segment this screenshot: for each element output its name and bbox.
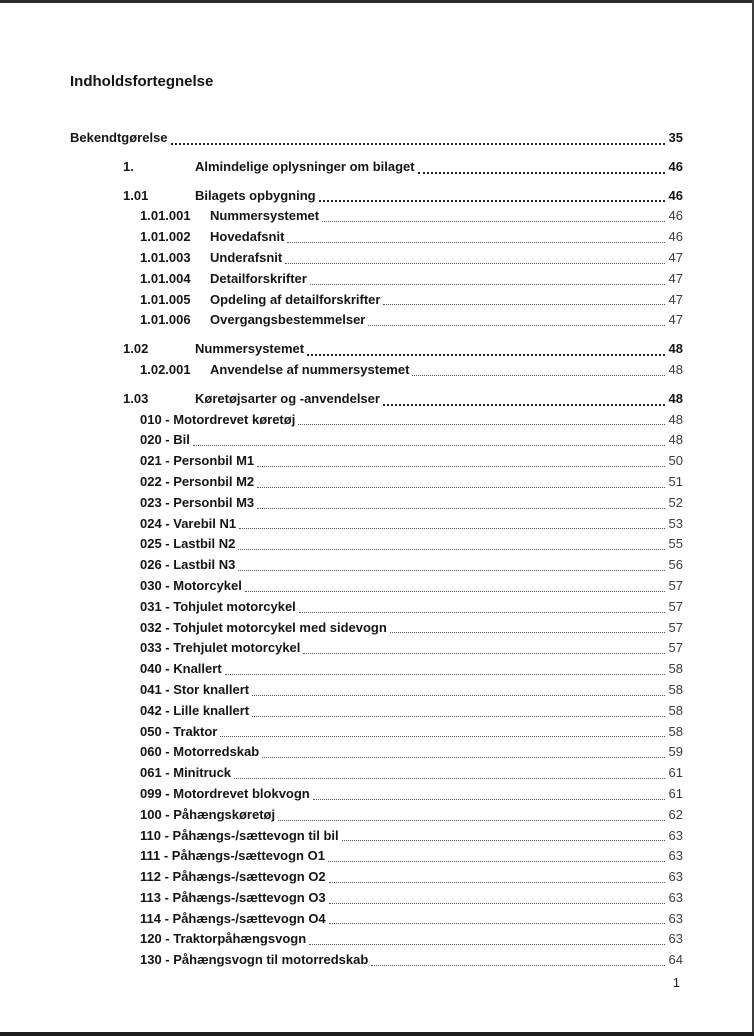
toc-entry-label: Bekendtgørelse: [70, 130, 168, 145]
toc-entry: [70, 339, 683, 360]
toc-entry-label: 022 - Personbil M2: [140, 473, 255, 489]
dot-leader: [235, 555, 667, 576]
footer-page-number: 1: [672, 975, 680, 991]
page-edge-top: [0, 0, 754, 3]
toc-entry-label: Opdeling af detailforskrifter: [210, 291, 381, 307]
page-title: Indholdsfortegnelse: [70, 73, 214, 90]
toc-entry-number: 1.01.006: [140, 312, 191, 328]
toc-entry-page: 47: [668, 249, 683, 265]
toc-entry-number: 1.02.001: [140, 361, 191, 377]
toc-entry-page: 63: [668, 827, 683, 843]
dot-leader: [242, 576, 667, 597]
toc-entry: [70, 157, 683, 178]
dot-leader: [326, 888, 667, 909]
toc-entry-page: 52: [668, 494, 683, 510]
toc-entry-page: 63: [668, 848, 683, 864]
dot-leader: [222, 659, 667, 680]
toc-entry-page: 35: [668, 130, 683, 145]
toc-entry: [70, 701, 683, 722]
toc-entry-number: 1.01.002: [140, 229, 191, 245]
dot-leader: [296, 597, 667, 618]
toc-entry-page: 57: [668, 577, 683, 593]
toc-entry-page: 58: [668, 681, 683, 697]
toc-entry: [70, 227, 683, 248]
toc-entry-label: 031 - Tohjulet motorcykel: [140, 598, 296, 614]
toc-entry-label: 060 - Motorredskab: [140, 744, 260, 760]
toc-entry: [70, 389, 683, 410]
dot-leader: [306, 929, 667, 950]
dot-leader: [235, 534, 667, 555]
dot-leader: [368, 950, 667, 971]
toc-entry: [70, 290, 683, 311]
toc-entry: [70, 784, 683, 805]
toc-entry-label: 114 - Påhængs-/sættevogn O4: [140, 910, 326, 926]
toc-entry-label: 061 - Minitruck: [140, 765, 232, 781]
toc-entry: [70, 826, 683, 847]
toc-entry-label: 110 - Påhængs-/sættevogn til bil: [140, 827, 339, 843]
dot-leader: [259, 742, 667, 763]
dot-leader: [380, 290, 667, 311]
dot-leader: [168, 128, 667, 149]
toc-entry-label: 042 - Lille knallert: [140, 702, 250, 718]
toc-entry-number: 1.01: [123, 187, 149, 203]
dot-leader: [284, 227, 667, 248]
toc-entry: [70, 451, 683, 472]
toc-entry-page: 63: [668, 869, 683, 885]
toc-entry: [70, 576, 683, 597]
toc-entry: [70, 950, 683, 971]
toc-entry-page: 62: [668, 806, 683, 822]
toc-entry-label: 050 - Traktor: [140, 723, 218, 739]
toc-entry-label: 024 - Varebil N1: [140, 515, 237, 531]
toc-entry-number: 1.02: [123, 341, 149, 357]
toc-entry-page: 47: [668, 312, 683, 328]
toc-entry-label: 112 - Påhængs-/sættevogn O2: [140, 869, 326, 885]
toc-entry-page: 58: [668, 723, 683, 739]
toc-entry-page: 56: [668, 557, 683, 573]
dot-leader: [316, 186, 667, 207]
toc-entry-page: 63: [668, 910, 683, 926]
toc-entry-label: 023 - Personbil M3: [140, 494, 255, 510]
toc-entry: [70, 248, 683, 269]
toc-entry: [70, 680, 683, 701]
toc-entry: [70, 555, 683, 576]
dot-leader: [415, 157, 667, 178]
toc-entry-page: 61: [668, 785, 683, 801]
toc-entry-page: 63: [668, 931, 683, 947]
toc-entry-label: 100 - Påhængskøretøj: [140, 806, 276, 822]
toc-entry: [70, 867, 683, 888]
toc-entry-page: 46: [668, 187, 683, 203]
toc-entry-page: 55: [668, 536, 683, 552]
toc-entry-page: 50: [668, 453, 683, 469]
dot-leader: [254, 493, 667, 514]
toc-entry: [70, 846, 683, 867]
toc-entry-page: 47: [668, 270, 683, 286]
dot-leader: [275, 805, 667, 826]
toc-entry: [70, 472, 683, 493]
toc-entry-page: 57: [668, 598, 683, 614]
toc-entry-page: 61: [668, 765, 683, 781]
toc-entry: [70, 888, 683, 909]
toc-entry-label: Hovedafsnit: [210, 229, 285, 245]
page-edge-bottom: [0, 1032, 754, 1036]
dot-leader: [282, 248, 667, 269]
toc-entry-number: 1.: [123, 158, 134, 174]
toc-entry: [70, 763, 683, 784]
toc-entry-page: 58: [668, 661, 683, 677]
toc-entry-label: 026 - Lastbil N3: [140, 557, 236, 573]
toc-entry-label: 120 - Traktorpåhængsvogn: [140, 931, 307, 947]
toc-entry-page: 63: [668, 889, 683, 905]
toc-entry-label: Køretøjsarter og -anvendelser: [195, 390, 380, 406]
toc-entry-page: 58: [668, 702, 683, 718]
dot-leader: [295, 410, 667, 431]
toc-entry-page: 64: [668, 952, 683, 968]
toc-entry: [70, 514, 683, 535]
toc-entry: [70, 206, 683, 227]
dot-leader: [307, 269, 667, 290]
toc-entry-label: 032 - Tohjulet motorcykel med sidevogn: [140, 619, 387, 635]
toc-entry-label: 021 - Personbil M1: [140, 453, 255, 469]
toc-entry-label: 041 - Stor knallert: [140, 681, 250, 697]
toc-entry-page: 48: [668, 341, 683, 357]
toc-entry: [70, 929, 683, 950]
dot-leader: [249, 701, 667, 722]
dot-leader: [319, 206, 667, 227]
toc-entry-label: Detailforskrifter: [210, 270, 307, 286]
toc-entry: [70, 310, 683, 331]
toc-entry-page: 57: [668, 640, 683, 656]
toc-entry: [70, 410, 683, 431]
dot-leader: [380, 389, 667, 410]
toc-entry-label: Bilagets opbygning: [195, 187, 316, 203]
dot-leader: [300, 638, 667, 659]
toc-entry: [70, 430, 683, 451]
dot-leader: [231, 763, 667, 784]
dot-leader: [339, 826, 667, 847]
dot-leader: [236, 514, 667, 535]
toc-entry: [70, 360, 683, 381]
toc-entry-label: 030 - Motorcykel: [140, 577, 242, 593]
toc-entry: [70, 534, 683, 555]
toc-entry-label: 020 - Bil: [140, 432, 190, 448]
toc-entry-number: 1.01.003: [140, 249, 191, 265]
toc-entry: [70, 638, 683, 659]
toc-entry-label: 099 - Motordrevet blokvogn: [140, 785, 310, 801]
dot-leader: [326, 909, 667, 930]
dot-leader: [310, 784, 667, 805]
toc-entry-number: 1.01.004: [140, 270, 191, 286]
toc-entry-page: 51: [668, 473, 683, 489]
toc-entry-label: 010 - Motordrevet køretøj: [140, 411, 296, 427]
toc-entry-label: Overgangsbestemmelser: [210, 312, 366, 328]
toc-entry-page: 53: [668, 515, 683, 531]
toc-entry-label: 025 - Lastbil N2: [140, 536, 236, 552]
toc-entry: [70, 597, 683, 618]
toc-entry: [70, 659, 683, 680]
toc-entry: [70, 909, 683, 930]
toc-entry: [70, 186, 683, 207]
toc-entry-label: 033 - Trehjulet motorcykel: [140, 640, 301, 656]
toc-list: [70, 128, 683, 971]
toc-entry-page: 57: [668, 619, 683, 635]
toc-entry: [70, 742, 683, 763]
dot-leader: [325, 846, 667, 867]
toc-entry: [70, 269, 683, 290]
toc-entry-page: 46: [668, 208, 683, 224]
toc-entry-label: Anvendelse af nummersystemet: [210, 361, 410, 377]
toc-entry-number: 1.01.001: [140, 208, 191, 224]
toc-entry-page: 48: [668, 390, 683, 406]
toc-entry-label: Almindelige oplysninger om bilaget: [195, 158, 415, 174]
toc-entry-number: 1.03: [123, 390, 149, 406]
toc-entry-label: 111 - Påhængs-/sættevogn O1: [140, 848, 325, 864]
toc-entry-page: 59: [668, 744, 683, 760]
dot-leader: [365, 310, 667, 331]
toc-entry-page: 46: [668, 158, 683, 174]
dot-leader: [409, 360, 667, 381]
dot-leader: [217, 722, 667, 743]
toc-entry: [70, 618, 683, 639]
toc-entry-label: 040 - Knallert: [140, 661, 222, 677]
toc-entry-number: 1.01.005: [140, 291, 191, 307]
toc-entry-label: 113 - Påhængs-/sættevogn O3: [140, 889, 326, 905]
toc-entry: [70, 493, 683, 514]
dot-leader: [326, 867, 667, 888]
dot-leader: [249, 680, 667, 701]
toc-entry-page: 48: [668, 361, 683, 377]
dot-leader: [254, 451, 667, 472]
toc-entry: [70, 128, 683, 149]
toc-entry-page: 47: [668, 291, 683, 307]
dot-leader: [254, 472, 667, 493]
toc-entry-page: 48: [668, 411, 683, 427]
toc-entry-label: Underafsnit: [210, 249, 283, 265]
dot-leader: [190, 430, 667, 451]
toc-entry-label: Nummersystemet: [195, 341, 305, 357]
toc-entry: [70, 722, 683, 743]
dot-leader: [387, 618, 667, 639]
toc-entry: [70, 805, 683, 826]
toc-entry-label: 130 - Påhængsvogn til motorredskab: [140, 952, 369, 968]
toc-entry-page: 46: [668, 229, 683, 245]
toc-entry-page: 48: [668, 432, 683, 448]
dot-leader: [304, 339, 667, 360]
toc-entry-label: Nummersystemet: [210, 208, 320, 224]
